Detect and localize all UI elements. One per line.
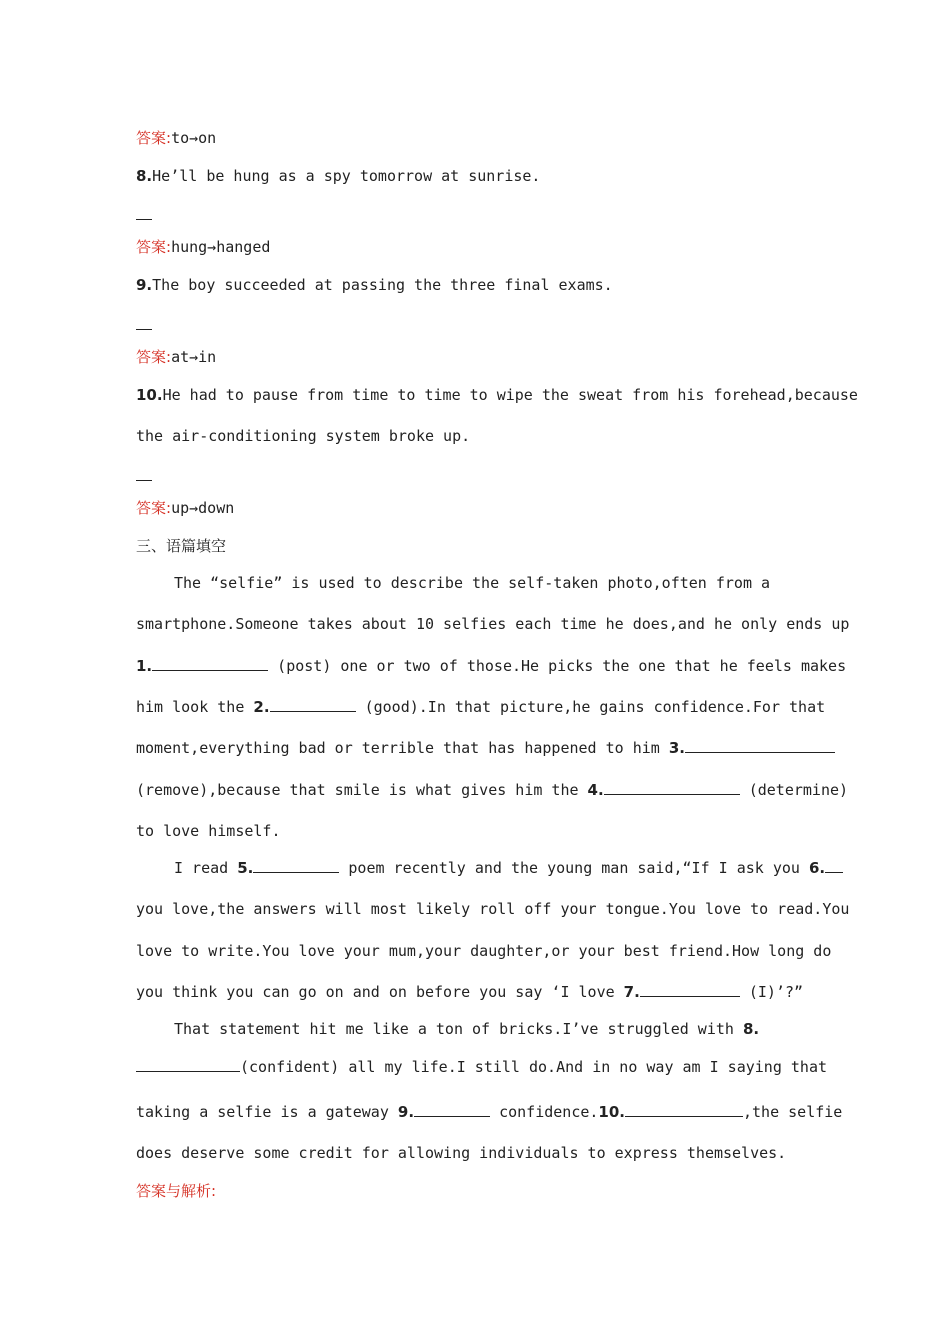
hint-text: (post) xyxy=(277,657,332,675)
passage-text: That statement hit me like a ton of bricks.I’ve struggled with xyxy=(174,1020,734,1038)
question-10-continued xyxy=(136,426,470,446)
passage-line: you love,the answers will most likely roll off your tongue.You love to read.You xyxy=(136,900,850,918)
passage-line: love to write.You love your mum,your daughter,or your best friend.How long do xyxy=(136,942,832,960)
answers-heading: 答案与解析: xyxy=(136,1182,217,1200)
blank-number: 1. xyxy=(136,657,153,675)
passage-text: one or two of those.He picks the one that he feels makes xyxy=(340,657,847,675)
passage-text: you think you can go on and on before you say ‘I love xyxy=(136,983,615,1001)
passage-line xyxy=(136,656,846,676)
passage-line xyxy=(136,1057,827,1077)
answer-8 xyxy=(136,237,270,257)
passage-text: confidence. xyxy=(499,1103,599,1121)
fill-blank-8[interactable] xyxy=(136,1057,240,1072)
blank-number: 8. xyxy=(742,1020,760,1038)
fill-blank-3[interactable] xyxy=(685,738,835,753)
fill-blank-5[interactable] xyxy=(253,858,339,873)
answer-text: up→down xyxy=(171,499,235,517)
passage-text: ,the selfie xyxy=(743,1103,843,1121)
fill-blank-9[interactable] xyxy=(414,1102,490,1117)
fill-blank-4[interactable] xyxy=(604,780,740,795)
answer-blank-line xyxy=(136,329,152,330)
fill-blank-7[interactable] xyxy=(640,982,740,997)
hint-text: (I)’?” xyxy=(748,983,804,1001)
fill-blank-6[interactable] xyxy=(825,858,843,873)
passage-text: taking a selfie is a gateway xyxy=(136,1103,389,1121)
answer-blank-line xyxy=(136,219,152,220)
question-8 xyxy=(136,166,540,186)
blank-number: 3. xyxy=(668,739,685,757)
passage-line xyxy=(136,1102,842,1122)
passage-line xyxy=(174,1019,759,1039)
answer-10 xyxy=(136,498,234,518)
passage-text: poem recently and the young man said,“If I ask you xyxy=(348,859,800,877)
passage-line: smartphone.Someone takes about 10 selfies each time he does,and he only ends up xyxy=(136,615,850,633)
blank-number: 2. xyxy=(253,698,270,716)
passage-line xyxy=(136,738,835,758)
answer-label: 答案: xyxy=(136,348,172,366)
blank-number: 5. xyxy=(237,859,254,877)
passage-line xyxy=(136,982,803,1002)
passage-line xyxy=(136,780,848,800)
passage-text: (confident) all my life.I still do.And in no way am I saying that xyxy=(240,1058,827,1076)
answer-label: 答案: xyxy=(136,238,172,256)
question-text: The boy succeeded at passing the three final exams. xyxy=(152,276,613,294)
fill-blank-2[interactable] xyxy=(270,697,356,712)
blank-number: 9. xyxy=(397,1103,415,1121)
answer-label: 答案: xyxy=(136,499,172,517)
question-number: 10. xyxy=(136,386,163,404)
answer-9 xyxy=(136,347,216,367)
passage-text: I read xyxy=(174,859,229,877)
blank-number: 6. xyxy=(808,859,826,877)
answer-label: 答案: xyxy=(136,129,172,147)
hint-text: (determine) xyxy=(748,781,849,799)
blank-number: 4. xyxy=(587,781,604,799)
question-9 xyxy=(136,275,613,295)
answer-blank-line xyxy=(136,480,152,481)
question-number: 8. xyxy=(136,167,153,185)
blank-number: 7. xyxy=(623,983,640,1001)
fill-blank-10[interactable] xyxy=(625,1102,743,1117)
fill-blank-1[interactable] xyxy=(152,656,268,671)
section-heading: 三、语篇填空 xyxy=(136,537,227,555)
answer-text: at→in xyxy=(171,348,217,366)
answer-text: to→on xyxy=(171,129,217,147)
question-text: the air-conditioning system broke up. xyxy=(136,427,471,445)
passage-line xyxy=(136,697,825,717)
answer-7 xyxy=(136,128,216,148)
blank-number: 10. xyxy=(598,1103,625,1121)
question-text: He’ll be hung as a spy tomorrow at sunrise. xyxy=(152,167,541,185)
passage-line: to love himself. xyxy=(136,822,281,840)
passage-line: does deserve some credit for allowing individuals to express themselves. xyxy=(136,1144,787,1162)
question-number: 9. xyxy=(136,276,153,294)
passage-text: him look the xyxy=(136,698,245,716)
passage-text: (good).In that picture,he gains confidence.For that xyxy=(364,698,826,716)
question-text: He had to pause from time to time to wipe the sweat from his forehead,because xyxy=(162,386,858,404)
passage-line xyxy=(174,858,843,878)
passage-text: moment,everything bad or terrible that has happened to him xyxy=(136,739,660,757)
answer-text: hung→hanged xyxy=(171,238,271,256)
question-10 xyxy=(136,385,858,405)
passage-line: The “selfie” is used to describe the self-taken photo,often from a xyxy=(174,574,771,592)
passage-text: (remove),because that smile is what gives him the xyxy=(136,781,579,799)
